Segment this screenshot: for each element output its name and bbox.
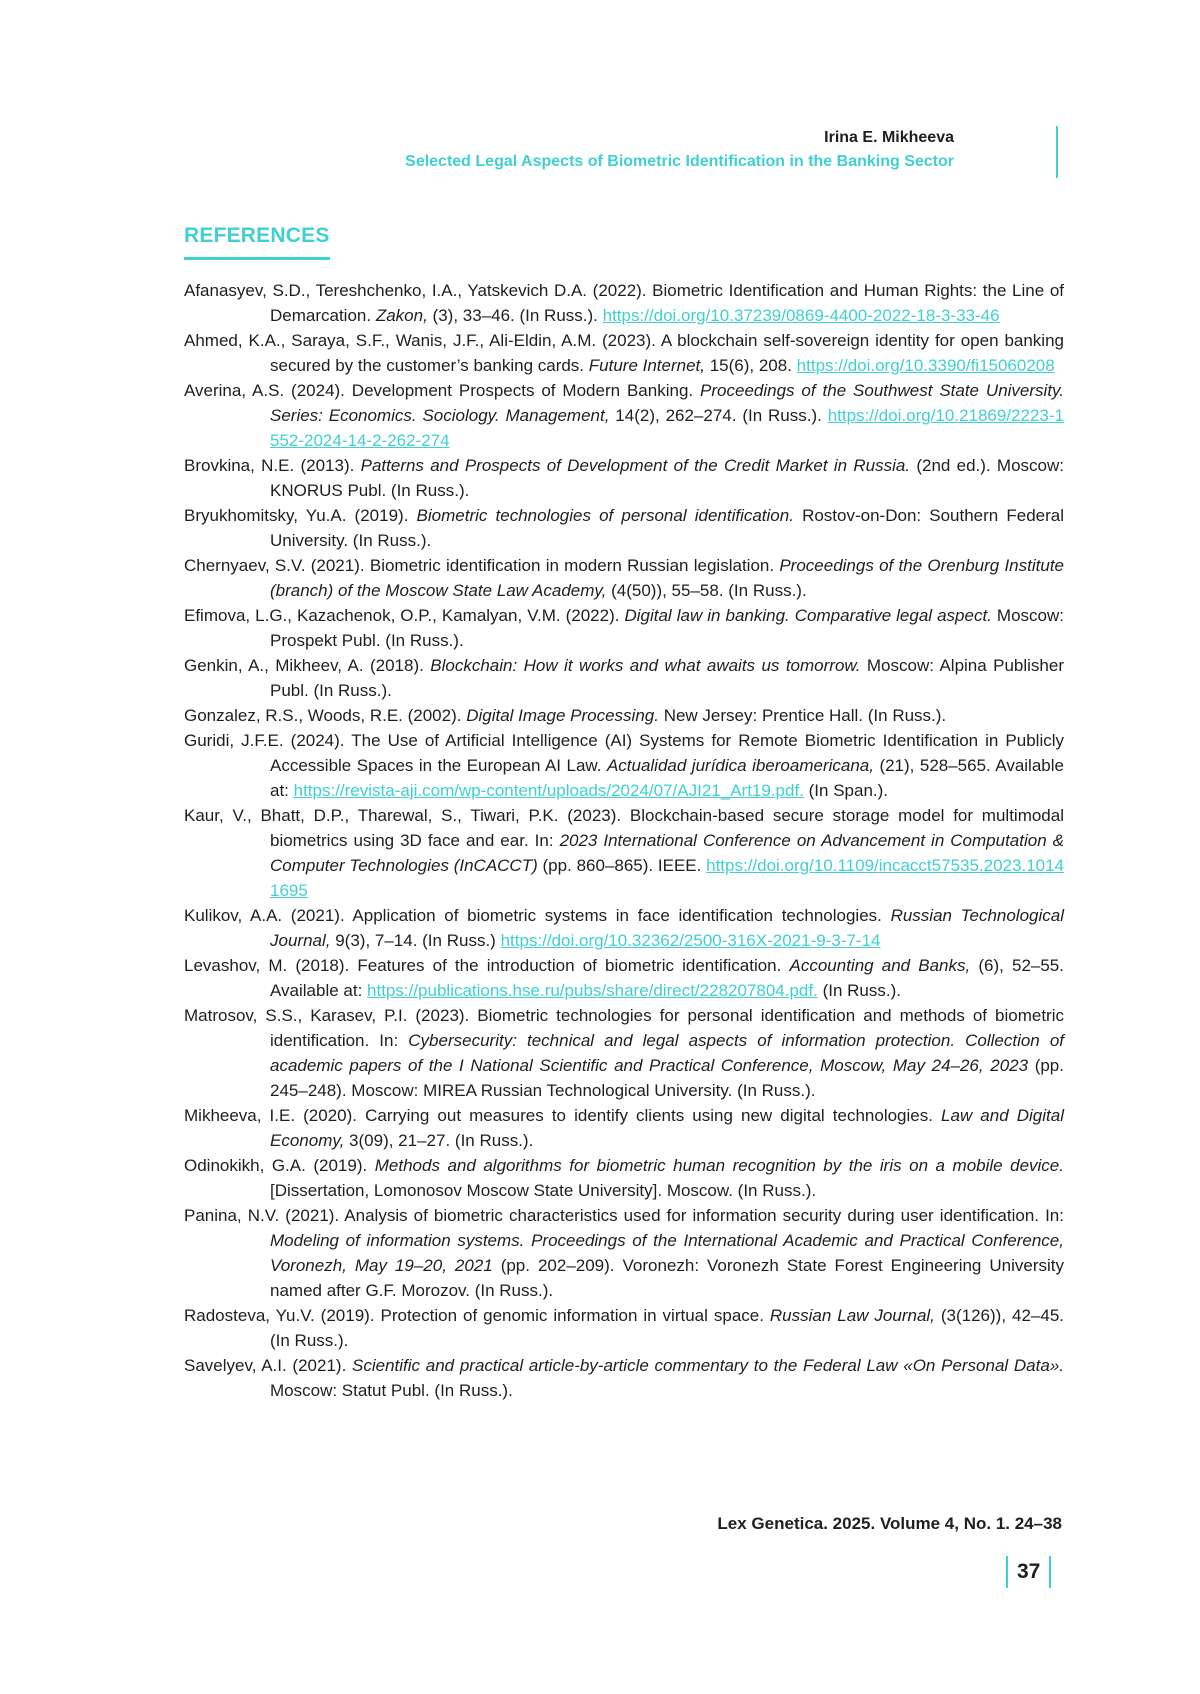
page-number: 37 <box>1017 1560 1041 1583</box>
reference-text: Guridi, J.F.E. (2024). The Use of Artificial Intelligence (AI) Systems for Remote Biometric Identification in Publicly Accessible Spaces in the European AI Law. <box>184 731 1064 775</box>
reference-text: (4(50)), 55–58. (In Russ.). <box>606 581 807 600</box>
reference-item <box>184 953 1064 1003</box>
reference-source-title: Methods and algorithms for biometric human recognition by the iris on a mobile device. <box>374 1156 1064 1175</box>
reference-text: New Jersey: Prentice Hall. (In Russ.). <box>658 706 947 725</box>
reference-item <box>184 1153 1064 1203</box>
reference-text: Odinokikh, G.A. (2019). <box>184 1156 375 1175</box>
reference-text: Gonzalez, R.S., Woods, R.E. (2002). <box>184 706 467 725</box>
reference-text: Moscow: Prospekt Publ. (In Russ.). <box>270 606 1064 650</box>
reference-text: [Dissertation, Lomonosov Moscow State University]. Moscow. (In Russ.). <box>270 1181 817 1200</box>
reference-text: Panina, N.V. (2021). Analysis of biometric characteristics used for information security during user identification. In: <box>184 1206 1064 1225</box>
header-author: Irina E. Mikheeva <box>824 129 954 146</box>
reference-text: (21), 528–565. Available at: <box>270 756 1064 800</box>
reference-text: (2nd ed.). Moscow: KNORUS Publ. (In Russ.). <box>270 456 1064 500</box>
reference-item <box>184 1203 1064 1303</box>
reference-source-title: Zakon, <box>375 306 428 325</box>
reference-source-title: Patterns and Prospects of Development of the Credit Market in Russia. <box>360 456 911 475</box>
running-header <box>405 126 954 174</box>
reference-doi-link[interactable]: https://doi.org/10.21869/2223-1552-2024-14-2-262-274 <box>270 406 1064 450</box>
reference-text: Afanasyev, S.D., Tereshchenko, I.A., Yatskevich D.A. (2022). Biometric Identification and Human Rights: the Line of Demarcation. <box>184 281 1064 325</box>
reference-source-title: 2023 International Conference on Advancement in Computation & Computer Technologies (InCACCT) <box>270 831 1064 875</box>
reference-item <box>184 603 1064 653</box>
reference-text: (pp. 202–209). Voronezh: Voronezh State Forest Engineering University named after G.F. Morozov. (In Russ.). <box>270 1256 1064 1300</box>
reference-text: 3(09), 21–27. (In Russ.). <box>344 1131 534 1150</box>
reference-list <box>184 278 1064 1403</box>
reference-item <box>184 503 1064 553</box>
reference-text: Efimova, L.G., Kazachenok, O.P., Kamalyan, V.M. (2022). <box>184 606 625 625</box>
references-heading: REFERENCES <box>184 224 330 260</box>
reference-doi-link[interactable]: https://doi.org/10.32362/2500-316X-2021-9-3-7-14 <box>500 931 881 950</box>
reference-source-title: Law and Digital Economy, <box>270 1106 1064 1150</box>
reference-text: Chernyaev, S.V. (2021). Biometric identification in modern Russian legislation. <box>184 556 780 575</box>
reference-item <box>184 728 1064 803</box>
reference-source-title: Accounting and Banks, <box>789 956 971 975</box>
reference-item <box>184 453 1064 503</box>
reference-item <box>184 328 1064 378</box>
reference-text: Levashov, M. (2018). Features of the introduction of biometric identification. <box>184 956 790 975</box>
reference-source-title: Scientific and practical article-by-article commentary to the Federal Law «On Personal Data». <box>352 1356 1064 1375</box>
reference-source-title: Cybersecurity: technical and legal aspects of information protection. Collection of academic papers of the I National Scientific and Practical Conference, Moscow, May 24–26, 2023 <box>270 1031 1065 1075</box>
reference-source-title: Blockchain: How it works and what awaits us tomorrow. <box>430 656 861 675</box>
reference-doi-link[interactable]: https://doi.org/10.37239/0869-4400-2022-18-3-33-46 <box>602 306 1000 325</box>
reference-item <box>184 553 1064 603</box>
reference-text: (3), 33–46. (In Russ.). <box>427 306 603 325</box>
reference-text: Moscow: Statut Publ. (In Russ.). <box>270 1381 513 1400</box>
reference-text: (pp. 245–248). Moscow: MIREA Russian Technological University. (In Russ.). <box>270 1056 1064 1100</box>
reference-text: (6), 52–55. Available at: <box>270 956 1064 1000</box>
reference-source-title: Digital law in banking. Comparative legal aspect. <box>624 606 992 625</box>
reference-text: (In Russ.). <box>817 981 901 1000</box>
reference-text: Genkin, A., Mikheev, A. (2018). <box>184 656 431 675</box>
header-article-title: Selected Legal Aspects of Biometric Identification in the Banking Sector <box>405 153 954 170</box>
reference-doi-link[interactable]: https://doi.org/10.1109/incacct57535.2023.10141695 <box>270 856 1065 900</box>
reference-item <box>184 653 1064 703</box>
journal-citation: Lex Genetica. 2025. Volume 4, No. 1. 24–38 <box>717 1514 1062 1533</box>
reference-item <box>184 803 1064 903</box>
page-number-box <box>1006 1556 1051 1588</box>
reference-doi-link[interactable]: https://publications.hse.ru/pubs/share/direct/228207804.pdf. <box>367 981 818 1000</box>
reference-source-title: Digital Image Processing. <box>466 706 659 725</box>
reference-item <box>184 903 1064 953</box>
reference-source-title: Russian Technological Journal, <box>270 906 1064 950</box>
reference-item <box>184 1303 1064 1353</box>
reference-source-title: Modeling of information systems. Proceedings of the International Academic and Practical Conference, Voronezh, May 19–20, 2021 <box>270 1231 1064 1275</box>
reference-source-title: Proceedings of the Orenburg Institute (branch) of the Moscow State Law Academy, <box>270 556 1064 600</box>
reference-text: Bryukhomitsky, Yu.A. (2019). <box>184 506 417 525</box>
reference-text: (3(126)), 42–45. (In Russ.). <box>270 1306 1064 1350</box>
reference-source-title: Biometric technologies of personal identification. <box>416 506 794 525</box>
reference-text: Averina, A.S. (2024). Development Prospects of Modern Banking. <box>184 381 701 400</box>
reference-item <box>184 1003 1064 1103</box>
reference-item <box>184 378 1064 453</box>
reference-text: Brovkina, N.E. (2013). <box>184 456 361 475</box>
reference-source-title: Proceedings of the Southwest State University. Series: Economics. Sociology. Management, <box>270 381 1064 425</box>
reference-item <box>184 703 1064 728</box>
reference-text: Matrosov, S.S., Karasev, P.I. (2023). Biometric technologies for personal identification and methods of biometric identification. In: <box>184 1006 1064 1050</box>
reference-text: Mikheeva, I.E. (2020). Carrying out measures to identify clients using new digital technologies. <box>184 1106 942 1125</box>
reference-item <box>184 1103 1064 1153</box>
reference-doi-link[interactable]: https://doi.org/10.3390/fi15060208 <box>796 356 1055 375</box>
reference-text: Radosteva, Yu.V. (2019). Protection of genomic information in virtual space. <box>184 1306 770 1325</box>
reference-source-title: Actualidad jurídica iberoamericana, <box>606 756 874 775</box>
reference-text: (In Span.). <box>803 781 889 800</box>
reference-text: Savelyev, A.I. (2021). <box>184 1356 353 1375</box>
reference-text: 14(2), 262–274. (In Russ.). <box>609 406 828 425</box>
reference-text: Kulikov, A.A. (2021). Application of biometric systems in face identification technologies. <box>184 906 891 925</box>
reference-text: Kaur, V., Bhatt, D.P., Tharewal, S., Tiwari, P.K. (2023). Blockchain-based secure storage model for multimodal biometrics using 3D face and ear. In: <box>184 806 1064 850</box>
reference-text: Rostov-on-Don: Southern Federal University. (In Russ.). <box>270 506 1064 550</box>
reference-text: Ahmed, K.A., Saraya, S.F., Wanis, J.F., Ali-Eldin, A.M. (2023). A blockchain self-sovereign identity for open banking secured by the customer’s banking cards. <box>184 331 1064 375</box>
reference-text: 15(6), 208. <box>705 356 797 375</box>
reference-source-title: Russian Law Journal, <box>769 1306 935 1325</box>
reference-source-title: Future Internet, <box>588 356 705 375</box>
reference-item <box>184 1353 1064 1403</box>
reference-text: 9(3), 7–14. (In Russ.) <box>330 931 501 950</box>
header-divider <box>1056 126 1058 178</box>
reference-doi-link[interactable]: https://revista-aji.com/wp-content/uploads/2024/07/AJI21_Art19.pdf. <box>293 781 804 800</box>
reference-text: Moscow: Alpina Publisher Publ. (In Russ.). <box>270 656 1064 700</box>
reference-item <box>184 278 1064 328</box>
reference-text: (pp. 860–865). IEEE. <box>537 856 707 875</box>
